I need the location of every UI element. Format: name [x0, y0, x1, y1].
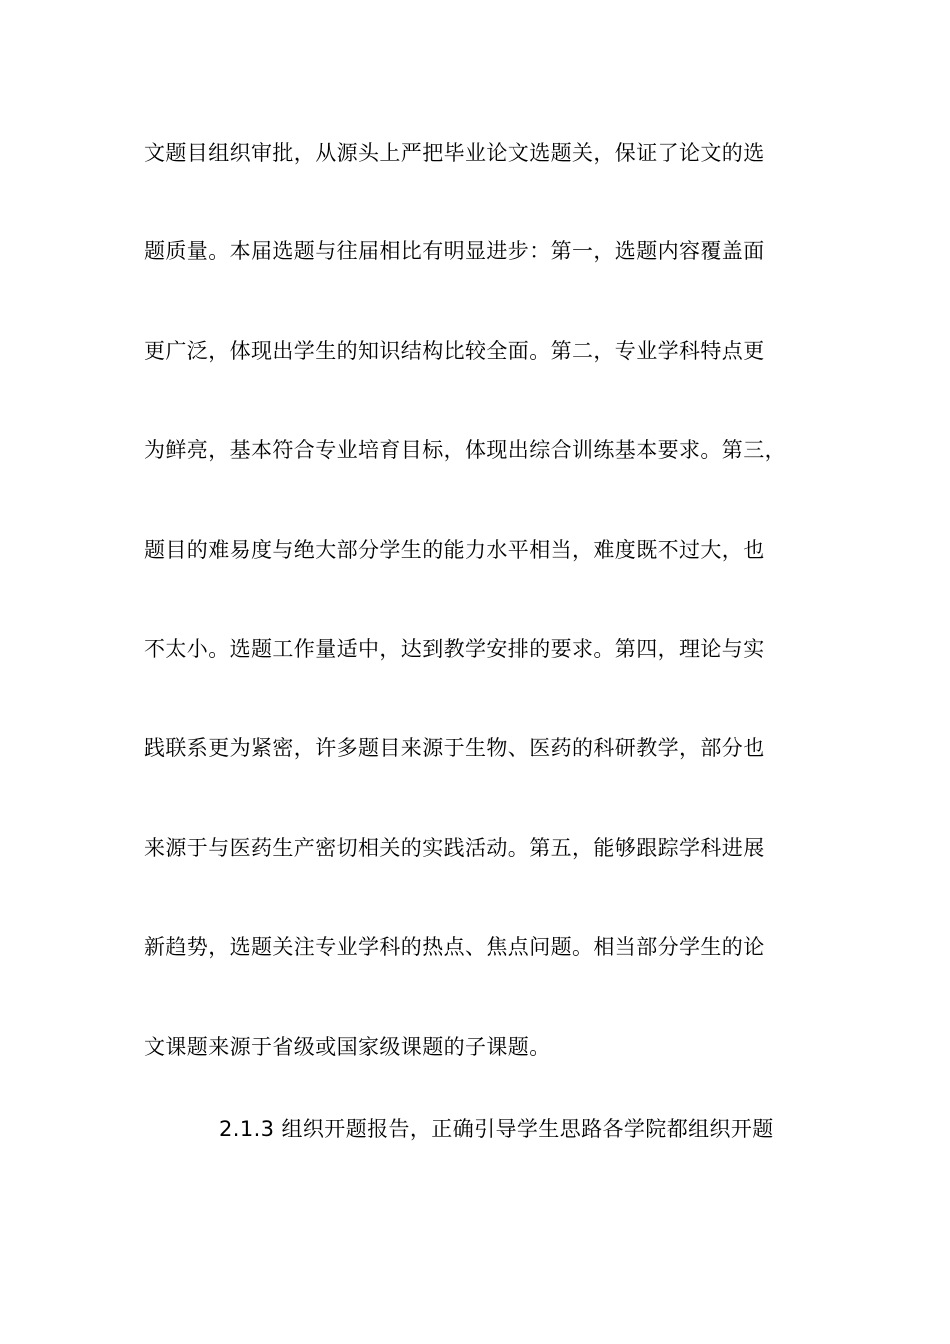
paragraph-line-5: 题目的难易度与绝大部分学生的能力水平相当，难度既不过大，也 — [144, 538, 765, 562]
paragraph-line-4: 为鲜亮，基本符合专业培育目标，体现出综合训练基本要求。第三， — [144, 438, 786, 462]
paragraph-line-3: 更广泛，体现出学生的知识结构比较全面。第二，专业学科特点更 — [144, 339, 765, 363]
paragraph-line-6: 不太小。选题工作量适中，达到教学安排的要求。第四，理论与实 — [144, 637, 765, 661]
paragraph-line-8: 来源于与医药生产密切相关的实践活动。第五，能够跟踪学科进展 — [144, 836, 765, 860]
paragraph-line-2: 题质量。本届选题与往届相比有明显进步：第一，选题内容覆盖面 — [144, 239, 765, 263]
paragraph-line-7: 践联系更为紧密，许多题目来源于生物、医药的科研教学，部分也 — [144, 736, 765, 760]
paragraph-line-10: 文课题来源于省级或国家级课题的子课题。 — [144, 1035, 551, 1059]
paragraph-line-9: 新趋势，选题关注专业学科的热点、焦点问题。相当部分学生的论 — [144, 935, 765, 959]
section-heading-2-1-3: 2.1.3 组织开题报告，正确引导学生思路各学院都组织开题 — [219, 1117, 774, 1141]
paragraph-line-1: 文题目组织审批，从源头上严把毕业论文选题关，保证了论文的选 — [144, 141, 765, 165]
